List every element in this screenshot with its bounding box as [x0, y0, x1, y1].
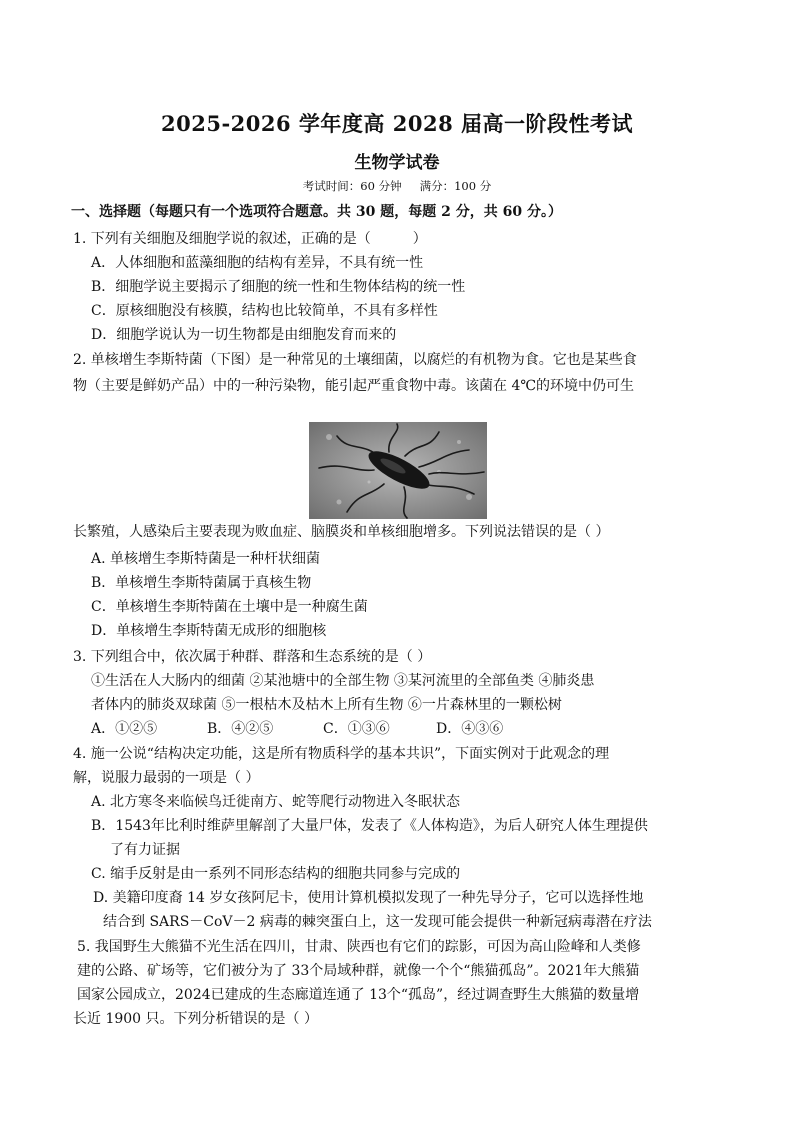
q3-options [91, 719, 503, 739]
q4-option-d-line1: D. 美籍印度裔 14 岁女孩阿尼卡，使用计算机模拟发现了一种先导分子，它可以选择性地 [93, 890, 644, 906]
q2-stem-line2: 物（主要是鲜奶产品）中的一种污染物，能引起严重食物中毒。该菌在 4℃的环境中仍可生 [73, 378, 635, 394]
q2-stem-line3: 长繁殖，人感染后主要表现为败血症、脑膜炎和单核细胞增多。下列说法错误的是（ ） [73, 524, 610, 540]
q2-option-c: C．单核增生李斯特菌在土壤中是一种腐生菌 [91, 599, 368, 615]
q3-stem: 3. 下列组合中，依次属于种群、群落和生态系统的是（ ） [73, 649, 432, 665]
q4-option-b-line2: 了有力证据 [110, 842, 180, 858]
q4-stem-line2: 解，说服力最弱的一项是（ ） [73, 770, 260, 786]
bacterium-micrograph-icon [309, 422, 487, 519]
q3-option-d: D．④③⑥ [436, 721, 504, 737]
q4-option-d-line2: 结合到 SARS－CoV－2 病毒的棘突蛋白上，这一发现可能会提供一种新冠病毒潜在疗法 [103, 914, 652, 930]
q1-option-d: D．细胞学说认为一切生物都是由细胞发育而来的 [91, 327, 397, 343]
q3-option-b: B．④②⑤ [207, 721, 274, 737]
q2-stem-line1: 2. 单核增生李斯特菌（下图）是一种常见的土壤细菌，以腐烂的有机物为食。它也是某些食 [73, 352, 637, 368]
bacterium-micrograph [309, 422, 487, 519]
q5-stem-line4: 长近 1900 只。下列分析错误的是（ ） [73, 1011, 318, 1027]
q1-option-b: B．细胞学说主要揭示了细胞的统一性和生物体结构的统一性 [91, 279, 466, 295]
q4-option-a: A. 北方寒冬来临候鸟迁徙南方、蛇等爬行动物进入冬眠状态 [91, 794, 461, 810]
exam-title: 2025-2026 学年度高 2028 届高一阶段性考试 [161, 111, 633, 136]
exam-time: 考试时间：60 分钟 [302, 179, 402, 193]
q2-option-a: A. 单核增生李斯特菌是一种杆状细菌 [91, 551, 321, 567]
q2-option-d: D．单核增生李斯特菌无成形的细胞核 [91, 623, 327, 639]
q5-stem-line1: 5. 我国野生大熊猫不光生活在四川，甘肃、陕西也有它们的踪影，可因为高山险峰和人类修 [77, 939, 641, 955]
q2-option-b: B．单核增生李斯特菌属于真核生物 [91, 575, 312, 591]
q5-stem-line3: 国家公园成立，2024已建成的生态廊道连通了 13个“孤岛”，经过调查野生大熊猫的数量增 [77, 987, 640, 1003]
section-heading-choice: 一、选择题（每题只有一个选项符合题意。共 30 题，每题 2 分，共 60 分。） [71, 204, 562, 220]
q4-option-c: C. 缩手反射是由一系列不同形态结构的细胞共同参与完成的 [91, 866, 461, 882]
q4-option-b-line1: B．1543年比利时维萨里解剖了大量尸体，发表了《人体构造》，为后人研究人体生理提供 [91, 818, 648, 834]
q3-items-line1: ①生活在人大肠内的细菌 ②某池塘中的全部生物 ③某河流里的全部鱼类 ④肺炎患 [91, 673, 595, 689]
q3-option-a: A．①②⑤ [91, 721, 158, 737]
exam-score: 满分：100 分 [419, 179, 492, 193]
exam-meta [0, 178, 794, 194]
q1-option-c: C．原核细胞没有核膜，结构也比较简单，不具有多样性 [91, 303, 438, 319]
q1-stem: 1. 下列有关细胞及细胞学说的叙述，正确的是（ ） [73, 231, 427, 247]
exam-subtitle: 生物学试卷 [354, 153, 440, 173]
q3-option-c: C．①③⑥ [323, 721, 390, 737]
q4-stem-line1: 4. 施一公说“结构决定功能，这是所有物质科学的基本共识”，下面实例对于此观念的理 [73, 746, 610, 762]
q1-option-a: A．人体细胞和蓝藻细胞的结构有差异，不具有统一性 [91, 255, 424, 271]
q5-stem-line2: 建的公路、矿场等，它们被分为了 33个局域种群，就像一个个“熊猫孤岛”。2021年大熊猫 [77, 963, 640, 979]
q3-items-line2: 者体内的肺炎双球菌 ⑤一根枯木及枯木上所有生物 ⑥一片森林里的一颗松树 [91, 697, 562, 713]
